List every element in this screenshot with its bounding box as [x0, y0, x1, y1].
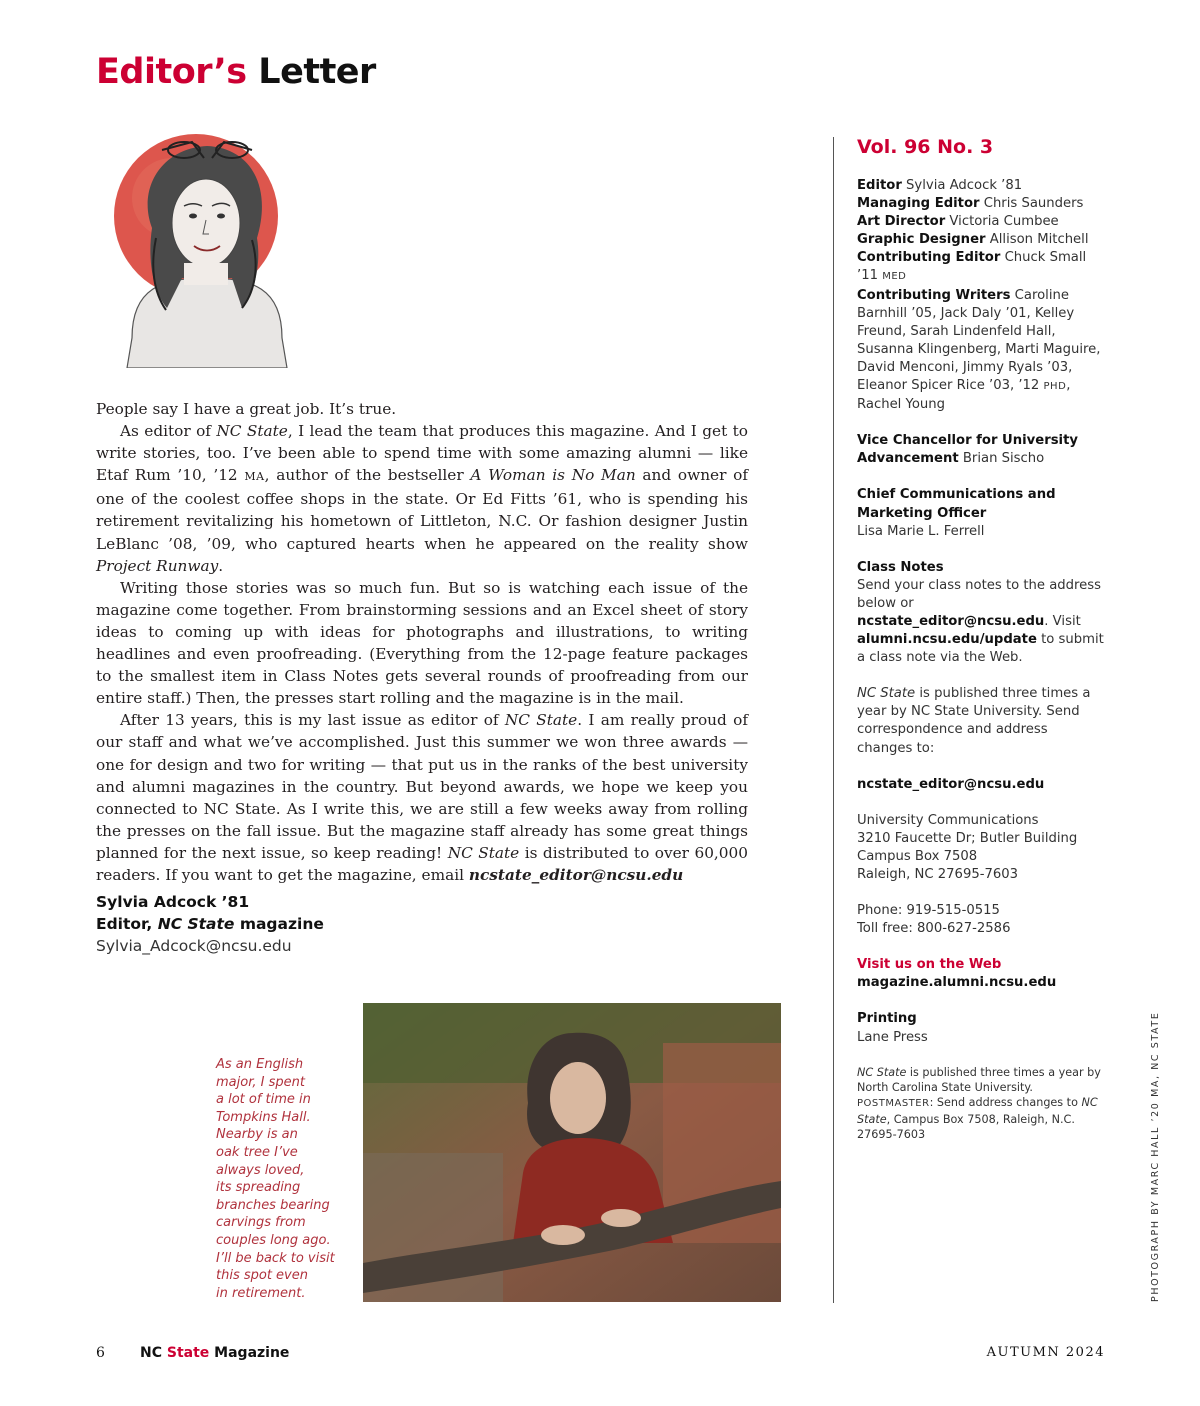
- website-link[interactable]: magazine.alumni.ncsu.edu: [857, 975, 1057, 991]
- address-line: University Communications: [857, 812, 1039, 828]
- signature-role: [96, 913, 324, 935]
- letter-paragraph-4: [96, 709, 748, 886]
- column-divider: [833, 137, 834, 1303]
- text: . I am really proud of our staff and what we’ve accomplished. Just this summer we won three awards — one for design and two for writing — that put us in the ranks of the best university and alumni magazines in the country. But beyond awards, we hope we keep you connected to NC State. As I write this, we are still a few weeks away from rolling the presses on the fall issue. But the magazine staff already has some great things planned for the next issue, so keep reading!: [96, 711, 748, 862]
- text: magazine: [234, 915, 324, 933]
- website-heading: Visit us on the Web: [857, 957, 1002, 973]
- text: .: [218, 556, 224, 575]
- publication-note: [857, 685, 1107, 757]
- class-notes-section: [857, 559, 1107, 668]
- volume-issue: Vol. 96 No. 3: [857, 136, 994, 158]
- signature-name: Sylvia Adcock ’81: [96, 893, 250, 911]
- masthead-sidebar: [857, 135, 1107, 1143]
- label: Chief Communications and Marketing Officer: [857, 487, 1056, 521]
- page-number: 6: [96, 1345, 105, 1361]
- value: Brian Sischo: [962, 451, 1045, 467]
- text: : Send address changes to: [929, 1096, 1082, 1110]
- editor-photo: [363, 1003, 781, 1302]
- class-notes-email-link[interactable]: ncstate_editor@ncsu.edu: [857, 613, 1045, 629]
- phone-numbers: [857, 902, 1107, 938]
- issue-season: AUTUMN 2024: [986, 1345, 1105, 1360]
- title-part-editors: Editor’s: [96, 52, 247, 92]
- publication-name: NC State: [857, 1096, 1098, 1126]
- text: , Campus Box 7508, Raleigh, N.C. 27695-7603: [857, 1112, 1075, 1142]
- contact-email-link[interactable]: ncstate_editor@ncsu.edu: [857, 776, 1045, 792]
- label: Graphic Designer: [857, 232, 986, 248]
- address-line: Campus Box 7508: [857, 848, 978, 864]
- credit-contributing-editor: [857, 249, 1107, 286]
- credit-graphic-designer: [857, 231, 1107, 249]
- page-title: [96, 52, 376, 92]
- text: POSTMASTER: [857, 1098, 930, 1110]
- title-part-letter: Letter: [258, 52, 376, 92]
- value: Caroline Barnhill ’05, Jack Daly ’01, Kelley Freund, Sarah Lindenfeld Hall, Susanna Klingenberg, Marti Maguire, David Menconi, Jimmy Ryals ’03, Eleanor Spicer Rice ’03, ’12: [857, 287, 1101, 394]
- publication-name: NC State: [216, 422, 288, 441]
- photo-credit: PHOTOGRAPH BY MARC HALL ’20 MA, NC STATE: [1150, 1011, 1161, 1302]
- credit-chief-communications: [857, 486, 1107, 540]
- text: is published three times a year by NC State University. Send correspondence and address changes to:: [857, 686, 1091, 756]
- value: Chuck Small ’11: [857, 250, 1087, 284]
- text: is distributed to over 60,000 readers. If you want to get the magazine, email: [96, 843, 748, 884]
- toll-free-phone: Toll free: 800-627-2586: [857, 921, 1011, 937]
- text: Magazine: [209, 1345, 290, 1361]
- printing-section: [857, 1010, 1107, 1046]
- publication-name: NC State: [857, 1065, 907, 1079]
- signature-block: [96, 891, 324, 957]
- letter-paragraph-3: Writing those stories was so much fun. But so is watching each issue of the magazine come together. From brainstorming sessions and an Excel sheet of story ideas to coming up with ideas for photographs and illustrations, to writing headlines and even proofreading. (Everything from the 12-page feature packages to the smallest item in Class Notes gets several rounds of proofreading from our entire staff.) Then, the presses start rolling and the magazine is in the mail.: [96, 578, 748, 708]
- editors-letter-body: [96, 398, 748, 886]
- editor-email-link[interactable]: ncstate_editor@ncsu.edu: [468, 865, 684, 884]
- label: Managing Editor: [857, 196, 980, 212]
- book-title: A Woman is No Man: [470, 466, 636, 485]
- publication-name: NC State: [157, 915, 235, 933]
- credit-contributing-writers: [857, 287, 1107, 415]
- text: to submit a class note via the Web.: [857, 632, 1104, 666]
- letter-paragraph-1: People say I have a great job. It’s true.: [96, 400, 397, 418]
- magazine-brand: [140, 1345, 289, 1361]
- photo-caption-quote: As an English major, I spent a lot of time in Tompkins Hall. Nearby is an oak tree I’ve always loved, its spreading branches bearing carvings from couples long ago. I’ll be back to visit this spot even in retirement.: [216, 1057, 335, 1301]
- value: Lisa Marie L. Ferrell: [857, 523, 985, 539]
- printing-heading: Printing: [857, 1011, 917, 1027]
- label: Art Director: [857, 214, 946, 230]
- postmaster-fine-print: [857, 1065, 1107, 1143]
- value: , Rachel Young: [857, 378, 1071, 413]
- credit-editor: [857, 177, 1107, 195]
- text: After 13 years, this is my last issue as editor of: [120, 711, 505, 730]
- address-line: 3210 Faucette Dr; Butler Building: [857, 830, 1078, 846]
- label: Vice Chancellor for University Advancement: [857, 433, 1078, 467]
- contact-email: [857, 776, 1107, 794]
- credit-vice-chancellor: [857, 432, 1107, 468]
- value: Allison Mitchell: [989, 232, 1089, 248]
- credit-art-director: [857, 213, 1107, 231]
- text: . Visit: [1044, 613, 1081, 629]
- publication-name: NC State: [504, 711, 578, 730]
- text: and owner of one of the coolest coffee shops in the state. Or Ed Fitts ’61, who is spending his retirement revitalizing his hometown of Littleton, N.C. Or fashion designer Justin LeBlanc ’08, ’09, who captured hearts when he appeared on the reality show: [96, 466, 749, 553]
- staff-credits: [857, 177, 1107, 414]
- text: Editor,: [96, 915, 158, 933]
- page-footer: [96, 1345, 1105, 1365]
- value: Sylvia Adcock ’81: [906, 178, 1023, 193]
- value: Chris Saunders: [983, 196, 1084, 212]
- class-notes-update-link[interactable]: alumni.ncsu.edu/update: [857, 632, 1037, 648]
- letter-paragraph-2: [96, 420, 748, 577]
- text: Send your class notes to the address below or: [857, 577, 1102, 611]
- text: State: [166, 1345, 210, 1361]
- label: Contributing Editor: [857, 250, 1001, 266]
- value: Victoria Cumbee: [949, 214, 1059, 230]
- website-section: [857, 956, 1107, 992]
- publication-name: NC State: [857, 686, 916, 702]
- address-line: Raleigh, NC 27695-7603: [857, 867, 1019, 882]
- text: , author of the bestseller: [264, 466, 471, 485]
- text: , I lead the team that produces this magazine. And I get to write stories, too. I’ve been able to spend time with some amazing alumni — like Etaf Rum ’10, ’12: [96, 422, 748, 485]
- text: As editor of: [120, 422, 217, 441]
- degree-abbrev: MED: [882, 271, 907, 283]
- text: is published three times a year by North Carolina State University.: [857, 1065, 1101, 1095]
- text: NC: [140, 1345, 167, 1361]
- printer-name: Lane Press: [857, 1029, 928, 1045]
- publication-name: NC State: [447, 843, 520, 862]
- degree-abbrev: MA: [244, 470, 265, 484]
- signature-email[interactable]: Sylvia_Adcock@ncsu.edu: [96, 937, 292, 955]
- show-title: Project Runway: [96, 556, 219, 575]
- editor-portrait-illustration: [92, 128, 322, 368]
- phone: Phone: 919-515-0515: [857, 903, 1000, 919]
- class-notes-heading: Class Notes: [857, 559, 944, 575]
- label: Contributing Writers: [857, 287, 1011, 303]
- label: Editor: [857, 178, 902, 193]
- degree-abbrev: PHD: [1043, 381, 1067, 393]
- mailing-address: [857, 812, 1107, 884]
- credit-managing-editor: [857, 195, 1107, 213]
